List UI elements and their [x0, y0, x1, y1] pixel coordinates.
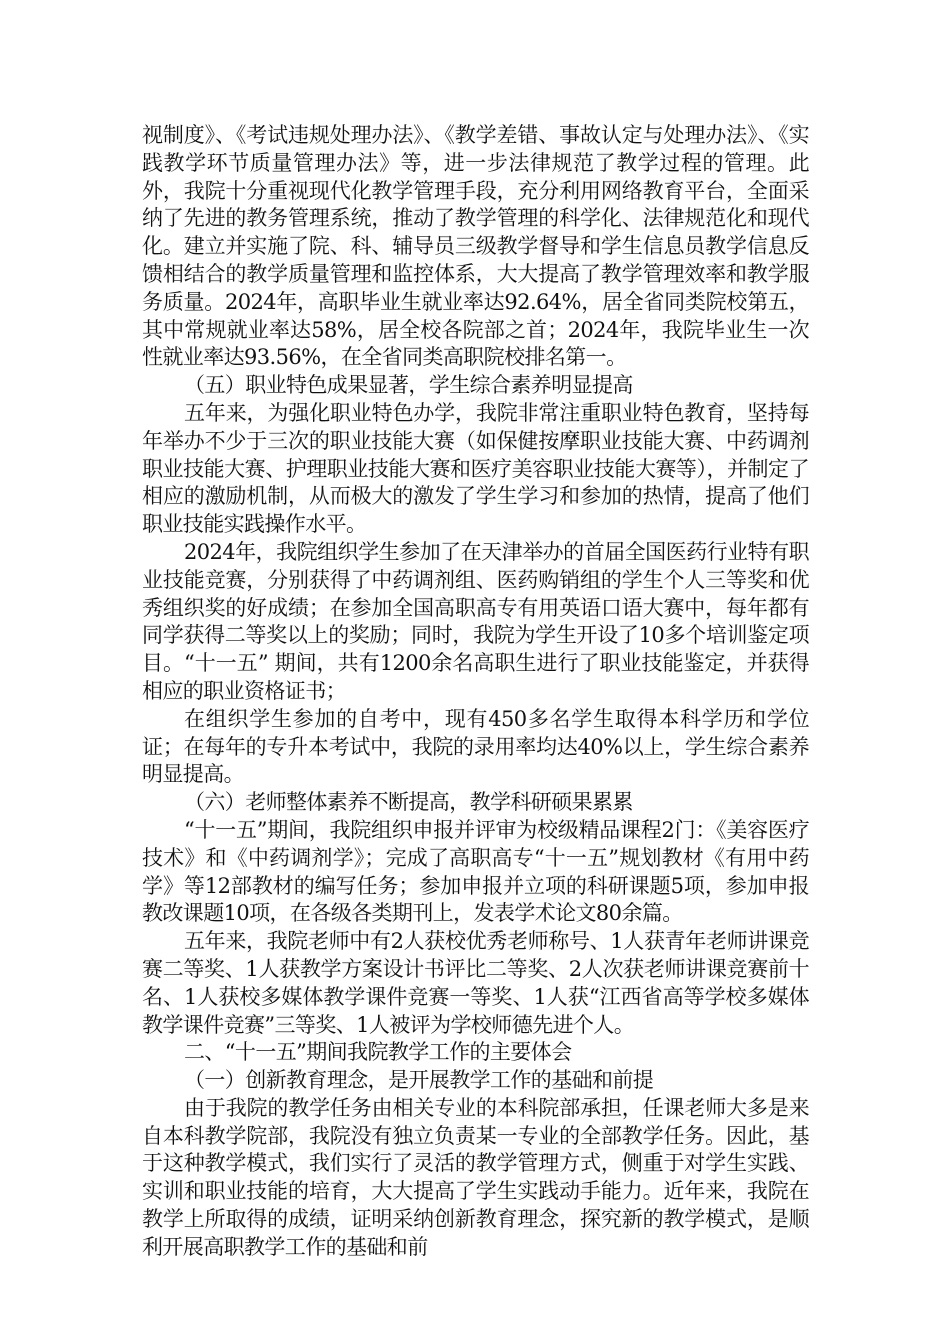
section-heading-6: （六）老师整体素养不断提高，教学科研硕果累累 — [184, 790, 633, 815]
paragraph-research-results: “十一五”期间，我院组织申报并评审为校级精品课程2门：《美容医疗技术》和《中药调剂学》；完成了高职高专“十一五”规划教材《有用中药学》等12部教材的编写任务；参加申报并立项的科研课题5项，参加申报教改课题10项，在各级各类期刊上，发表学术论文80余篇。 — [142, 817, 809, 926]
document-page — [142, 122, 809, 1262]
section-heading-2-1: （一）创新教育理念，是开展教学工作的基础和前提 — [184, 1068, 654, 1093]
section-heading-5: （五）职业特色成果显著，学生综合素养明显提高 — [184, 373, 633, 398]
section-heading-part-2: 二、“十一五”期间我院教学工作的主要体会 — [184, 1040, 572, 1065]
paragraph-skills-competition: 五年来，为强化职业特色办学，我院非常注重职业特色教育，坚持每年举办不少于三次的职业技能大赛（如保健按摩职业技能大赛、中药调剂职业技能大赛、护理职业技能大赛和医疗美容职业技能大赛等），并制定了相应的激励机制，从而极大的激发了学生学习和参加的热情，提高了他们职业技能实践操作水平。 — [142, 400, 809, 537]
paragraph-self-exam: 在组织学生参加的自考中，现有450多名学生取得本科学历和学位证；在每年的专升本考试中，我院的录用率均达40%以上，学生综合素养明显提高。 — [142, 706, 809, 787]
paragraph-teaching-model: 由于我院的教学任务由相关专业的本科院部承担，任课老师大多是来自本科教学院部，我院没有独立负责某一专业的全部教学任务。因此，基于这种教学模式，我们实行了灵活的教学管理方式，侧重于对学生实践、实训和职业技能的培育，大大提高了学生实践动手能力。近年来，我院在教学上所取得的成绩，证明采纳创新教育理念，探究新的教学模式，是顺利开展高职教学工作的基础和前 — [142, 1095, 809, 1259]
paragraph-intro-continued: 视制度》、《考试违规处理办法》、《教学差错、事故认定与处理办法》、《实践教学环节质量管理办法》等，进一步法律规范了教学过程的管理。此外，我院十分重视现代化教学管理手段，充分利用网络教育平台，全面采纳了先进的教务管理系统，推动了教学管理的科学化、法律规范化和现代化。建立并实施了院、科、辅导员三级教学督导和学生信息员教学信息反馈相结合的教学质量管理和监控体系，大大提高了教学管理效率和教学服务质量。2024年，高职毕业生就业率达92.64%，居全省同类院校第五，其中常规就业率达58%，居全校各院部之首；2024年，我院毕业生一次性就业率达93.56%，在全省同类高职院校排名第一。 — [142, 123, 809, 370]
paragraph-national-competition: 2024年，我院组织学生参加了在天津举办的首届全国医药行业特有职业技能竞赛，分别获得了中药调剂组、医药购销组的学生个人三等奖和优秀组织奖的好成绩；在参加全国高职高专有用英语口语大赛中，每年都有同学获得二等奖以上的奖励；同时，我院为学生开设了10多个培训鉴定项目。“十一五” 期间，共有1200余名高职生进行了职业技能鉴定，并获得相应的职业资格证书； — [142, 539, 809, 703]
paragraph-teacher-awards: 五年来，我院老师中有2人获校优秀老师称号、1人获青年老师讲课竞赛二等奖、1人获教学方案设计书评比二等奖、2人次获老师讲课竞赛前十名、1人获校多媒体教学课件竞赛一等奖、1人获“江西省高等学校多媒体教学课件竞赛”三等奖、1人被评为学校师德先进个人。 — [142, 929, 809, 1037]
